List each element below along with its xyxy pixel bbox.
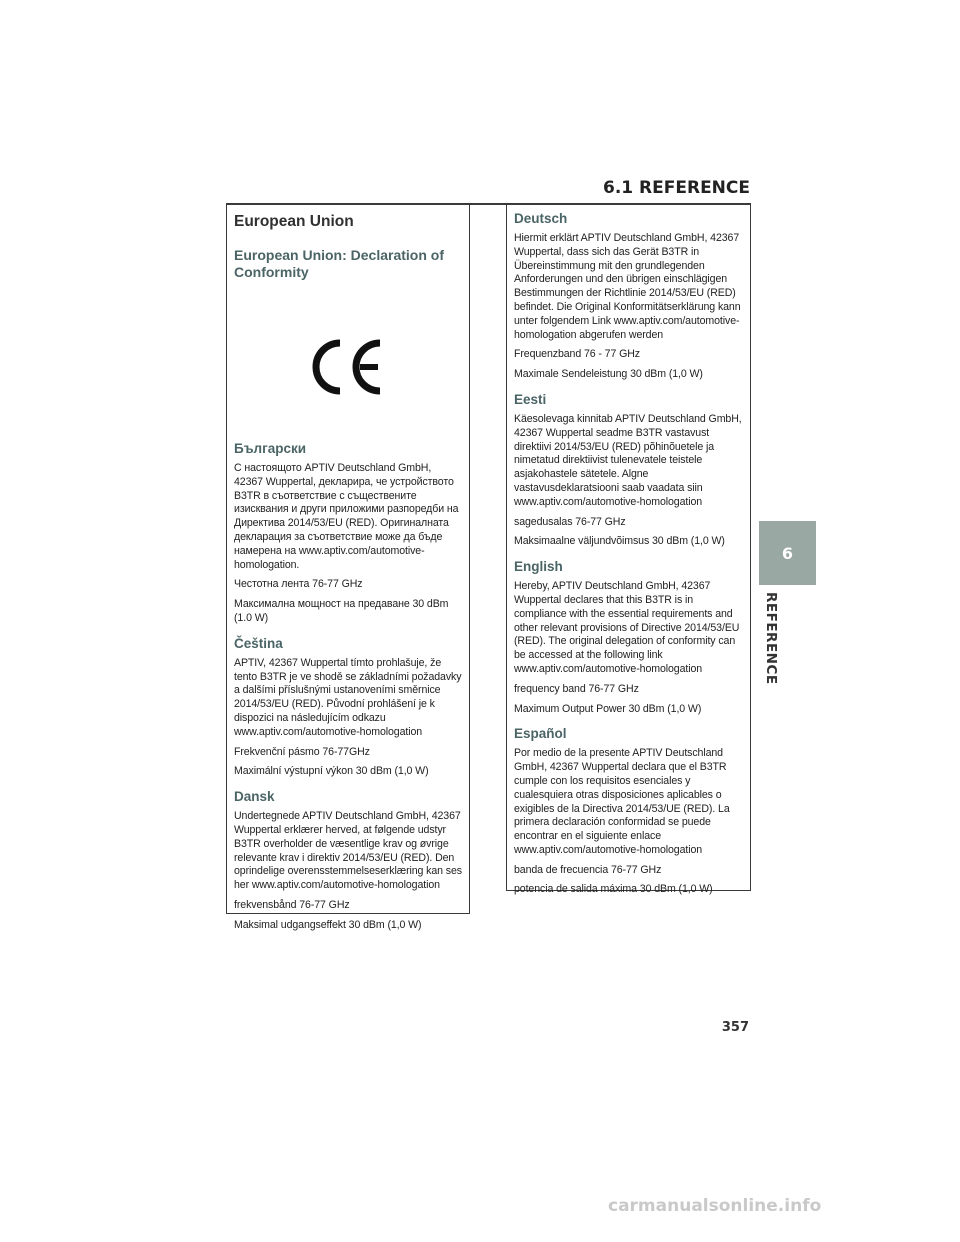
- declaration-text: Käesolevaga kinnitab APTIV Deutschland GmbH, 42367 Wuppertal seadme B3TR vastavust direktiivi 2014/53/EU (RED) põhinõuetele ja nimetatud direktiivist tulenevatele teistele asjakohastele sätetele. Algne vastavusdeklaratsiooni saab vaadata siin www.aptiv.com/automotive-homologation: [514, 412, 742, 508]
- chapter-label: REFERENCE: [763, 592, 779, 685]
- frequency-band: frekvensbånd 76-77 GHz: [234, 898, 350, 911]
- max-power: potencia de salida máxima 30 dBm (1,0 W): [514, 883, 713, 896]
- section-title: European Union: [234, 213, 354, 230]
- page-header-title: 6.1 REFERENCE: [603, 178, 750, 198]
- language-heading: Čeština: [234, 635, 283, 651]
- language-heading: Español: [514, 726, 567, 742]
- page-number: 357: [721, 1020, 749, 1035]
- declaration-text: Hiermit erklärt APTIV Deutschland GmbH, 42367 Wuppertal, dass sich das Gerät B3TR in Übereinstimmung mit den grundlegenden Anforderungen und den übrigen einschlägigen Bestimmungen der Richtlinie 2014/53/EU (RED) befindet. Die Original Konformitätserklärung kann unter folgendem Link www.aptiv.com/automotive-homologation abgerufen werden: [514, 232, 741, 341]
- frequency-band: Честотна лента 76-77 GHz: [234, 578, 363, 591]
- language-section-en: [514, 559, 744, 716]
- declaration-text: Undertegnede APTIV Deutschland GmbH, 42367 Wuppertal erklærer herved, at følgende udstyr B3TR overholder de væsentlige krav og øvrige relevante krav i direktiv 2014/53/EU (RED). Den oprindelige overensstemmelseserklæring kan ses her www.aptiv.com/automotive-homologation: [234, 810, 462, 892]
- max-power: Maximum Output Power 30 dBm (1,0 W): [514, 702, 702, 715]
- frequency-band: banda de frecuencia 76-77 GHz: [514, 863, 662, 876]
- max-power: Maximální výstupní výkon 30 dBm (1,0 W): [234, 765, 429, 778]
- declaration-heading: European Union: Declaration of Conformity: [234, 247, 445, 280]
- language-heading: Dansk: [234, 789, 275, 805]
- frequency-band: Frekvenční pásmo 76-77GHz: [234, 745, 370, 758]
- language-heading: English: [514, 559, 563, 575]
- max-power: Максимална мощност на предаване 30 dBm (1.0 W): [234, 598, 449, 624]
- chapter-number: 6: [781, 543, 794, 563]
- declaration-text: Hereby, APTIV Deutschland GmbH, 42367 Wuppertal declares that this B3TR is in compliance with the essential requirements and other relevant provisions of Directive 2014/53/EU (RED). The original delegation of conformity can be accessed at the following link www.aptiv.com/automotive-homologation: [514, 580, 740, 675]
- frequency-band: sagedusalas 76-77 GHz: [514, 515, 626, 528]
- language-section-de: [514, 211, 744, 382]
- language-section-bg: [234, 441, 462, 626]
- language-section-cs: [234, 636, 462, 779]
- language-heading: Eesti: [514, 391, 547, 407]
- language-section-da: [234, 789, 462, 932]
- watermark: carmanualsonline.info: [608, 1196, 822, 1216]
- max-power: Maximale Sendeleistung 30 dBm (1,0 W): [514, 368, 703, 381]
- chapter-tab: [759, 521, 816, 585]
- language-heading: Deutsch: [514, 211, 568, 226]
- language-section-es: [514, 726, 744, 897]
- right-column: [506, 205, 751, 896]
- max-power: Maksimaalne väljundvõimsus 30 dBm (1,0 W): [514, 535, 725, 548]
- declaration-text: С настоящото APTIV Deutschland GmbH, 42367 Wuppertal, декларира, че устройството B3TR в съответствие с съществените изисквания и други приложими разпоредби на Директива 2014/53/EU (RED). Оригиналната декларация за съответствие може да бъде намерена на www.aptiv.com/automotive-homologation.: [234, 462, 459, 571]
- frequency-band: Frequenzband 76 - 77 GHz: [514, 348, 640, 361]
- ce-mark-icon: [310, 337, 386, 397]
- declaration-text: APTIV, 42367 Wuppertal tímto prohlašuje, že tento B3TR je ve shodě se základními požadavky a dalšími příslušnými ustanoveními směrnice 2014/53/EU (RED). Původní prohlášení je k dispozici na následujícím odkazu www.aptiv.com/automotive-homologation: [234, 656, 462, 738]
- left-column: [226, 205, 470, 931]
- declaration-text: Por medio de la presente APTIV Deutschland GmbH, 42367 Wuppertal declara que el B3TR cumple con los requisitos esenciales y cualesquiera otras disposiciones aplicables o exigibles de la Directiva 2014/53/UE (RED). La primera declaración conformidad se puede encontrar en el siguiente enlace www.aptiv.com/automotive-homologation: [514, 747, 730, 856]
- frequency-band: frequency band 76-77 GHz: [514, 682, 639, 695]
- max-power: Maksimal udgangseffekt 30 dBm (1,0 W): [234, 918, 422, 931]
- language-section-et: [514, 392, 744, 549]
- language-heading: Български: [234, 441, 307, 456]
